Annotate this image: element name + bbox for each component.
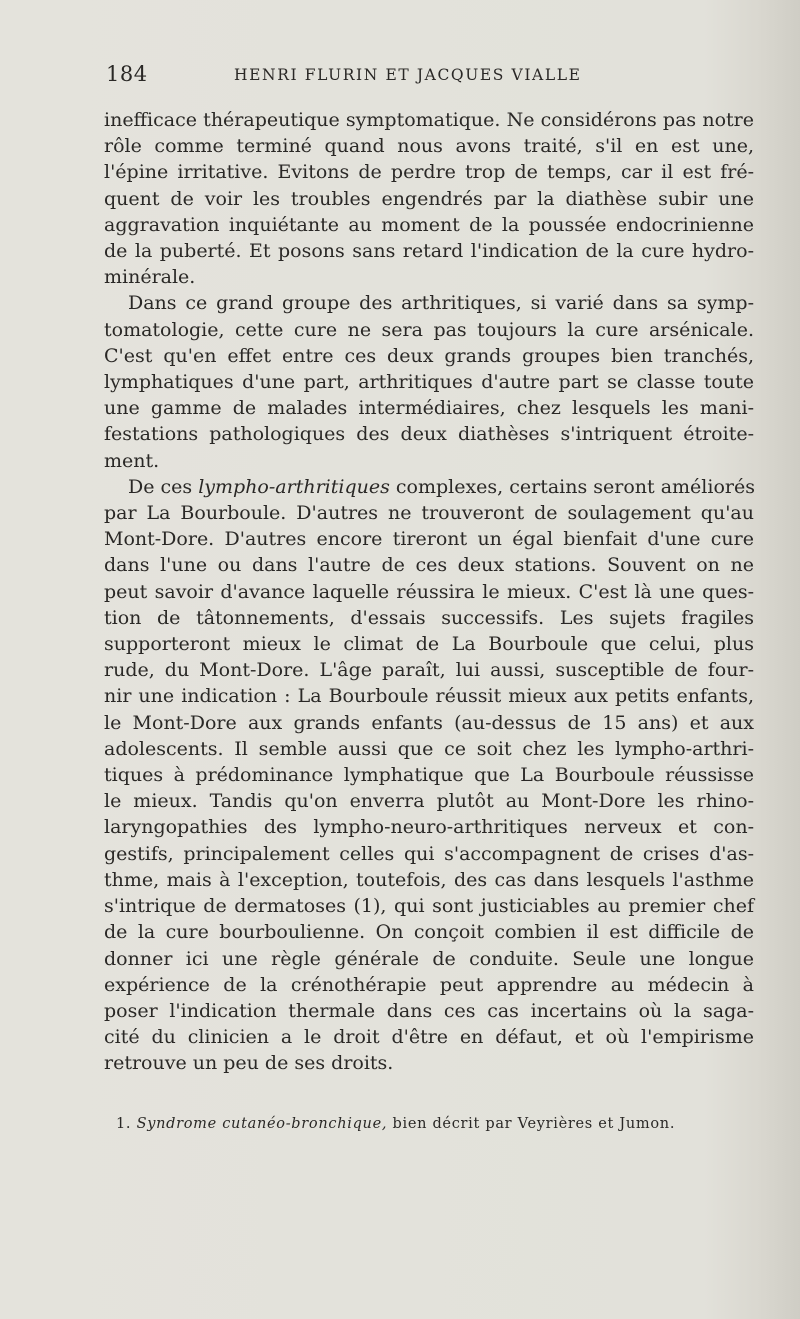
paragraph xyxy=(104,474,754,1077)
text-line: minérale. xyxy=(104,266,196,289)
text-line: de la cure bourboulienne. On conçoit combien il est difficile de xyxy=(104,921,754,944)
text-line: tion de tâtonnements, d'essais successifs. Les sujets fragiles xyxy=(104,606,754,629)
text-line: l'épine irritative. Evitons de perdre trop de temps, car il est fré- xyxy=(104,161,754,184)
text-line: s'intrique de dermatoses (1), qui sont justiciables au premier chef xyxy=(104,895,754,918)
text-line: Dans ce grand groupe des arthritiques, si varié dans sa symp- xyxy=(128,292,754,315)
text-line: festations pathologiques des deux diathèses s'intriquent étroite- xyxy=(104,423,754,446)
text-line: de la puberté. Et posons sans retard l'indication de la cure hydro- xyxy=(104,240,754,263)
body-text xyxy=(104,107,754,1077)
text-line: laryngopathies des lympho-neuro-arthritiques nerveux et con- xyxy=(104,816,754,839)
paragraph xyxy=(104,107,754,290)
footnote-text: bien décrit par Veyrières et Jumon. xyxy=(387,1116,676,1132)
text-line: nir une indication : La Bourboule réussit mieux aux petits enfants, xyxy=(104,685,754,708)
text-line: De ces lympho-arthritiques complexes, certains seront améliorés xyxy=(128,475,755,498)
text-line: aggravation inquiétante au moment de la poussée endocrinienne xyxy=(104,213,754,236)
text-line: expérience de la crénothérapie peut apprendre au médecin à xyxy=(104,973,754,996)
running-head: HENRI FLURIN ET JACQUES VIALLE xyxy=(234,66,582,84)
footnote xyxy=(116,1116,736,1132)
text-line: rôle comme terminé quand nous avons traité, s'il en est une, xyxy=(104,135,754,158)
text-line: tiques à prédominance lymphatique que La Bourboule réussisse xyxy=(104,764,754,787)
text-line: gestifs, principalement celles qui s'accompagnent de crises d'as- xyxy=(104,842,754,865)
paragraph xyxy=(104,290,754,473)
page-number: 184 xyxy=(106,62,148,86)
text-line: cité du clinicien a le droit d'être en défaut, et où l'empirisme xyxy=(104,1026,754,1049)
text-line: thme, mais à l'exception, toutefois, des cas dans lesquels l'asthme xyxy=(104,868,754,891)
text-line: le mieux. Tandis qu'on enverra plutôt au Mont-Dore les rhino- xyxy=(104,790,754,813)
footnote-italic: Syndrome cutanéo-bronchique, xyxy=(136,1116,388,1132)
text-line: peut savoir d'avance laquelle réussira le mieux. C'est là une ques- xyxy=(104,580,754,603)
text-line: donner ici une règle générale de conduite. Seule une longue xyxy=(104,947,754,970)
text-line: dans l'une ou dans l'autre de ces deux stations. Souvent on ne xyxy=(104,554,754,577)
footnote-marker: 1. xyxy=(116,1116,132,1132)
text-line: supporteront mieux le climat de La Bourboule que celui, plus xyxy=(104,633,754,656)
text-line: poser l'indication thermale dans ces cas incertains où la saga- xyxy=(104,999,754,1022)
text-line: adolescents. Il semble aussi que ce soit chez les lympho-arthri- xyxy=(104,737,754,760)
text-line: ment. xyxy=(104,449,160,472)
text-line: inefficace thérapeutique symptomatique. Ne considérons pas notre xyxy=(104,109,754,131)
page-header xyxy=(106,62,754,92)
text-line: retrouve un peu de ses droits. xyxy=(104,1052,394,1075)
italic-term: lympho-arthritiques xyxy=(198,475,390,498)
text-line: rude, du Mont-Dore. L'âge paraît, lui aussi, susceptible de four- xyxy=(104,659,754,682)
text-line: Mont-Dore. D'autres encore tireront un égal bienfait d'une cure xyxy=(104,528,754,551)
text-line: le Mont-Dore aux grands enfants (au-dessus de 15 ans) et aux xyxy=(104,711,754,734)
text-line: lymphatiques d'une part, arthritiques d'autre part se classe toute xyxy=(104,371,754,394)
text-line: quent de voir les troubles engendrés par la diathèse subir une xyxy=(104,187,754,210)
text-line: C'est qu'en effet entre ces deux grands groupes bien tranchés, xyxy=(104,344,754,367)
text-line: par La Bourboule. D'autres ne trouveront de soulagement qu'au xyxy=(104,502,754,525)
text-line: une gamme de malades intermédiaires, chez lesquels les mani- xyxy=(104,397,754,420)
text-line: tomatologie, cette cure ne sera pas toujours la cure arsénicale. xyxy=(104,318,754,341)
